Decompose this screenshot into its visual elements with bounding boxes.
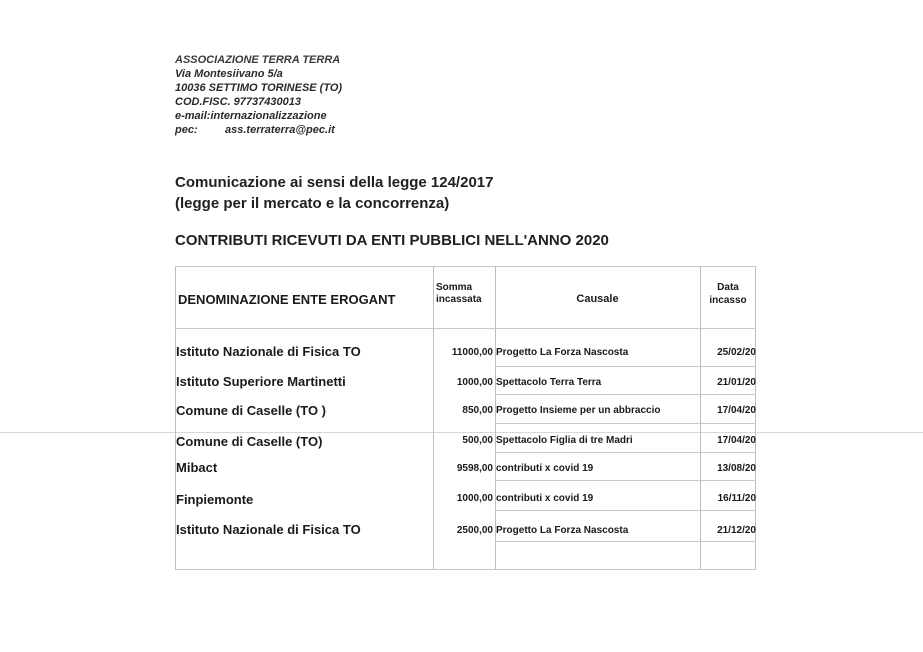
org-pec <box>175 123 342 137</box>
communication-line-2: (legge per il mercato e la concorrenza) <box>175 195 450 212</box>
header-somma-line-1: Somma <box>436 282 473 293</box>
table-row-data: 21/01/20 <box>717 377 756 388</box>
table-row-ente: Istituto Nazionale di Fisica TO <box>176 344 361 359</box>
header-data <box>700 281 756 307</box>
row-divider <box>495 423 756 424</box>
table-row-data: 21/12/20 <box>717 525 756 536</box>
table-row-data: 17/04/20 <box>717 435 756 446</box>
table-row-ente: Istituto Superiore Martinetti <box>176 374 346 389</box>
table-row-data: 16/11/20 <box>717 493 756 504</box>
row-divider <box>495 452 756 453</box>
table-row-causale: Spettacolo Terra Terra <box>496 377 602 388</box>
table-row-data: 17/04/20 <box>717 405 756 416</box>
table-row-causale: Progetto La Forza Nascosta <box>496 347 629 358</box>
section-title: CONTRIBUTI RICEVUTI DA ENTI PUBBLICI NELL'ANNO 2020 <box>175 232 609 249</box>
table-row-ente: Istituto Nazionale di Fisica TO <box>176 522 361 537</box>
org-city: 10036 SETTIMO TORINESE (TO) <box>175 82 343 94</box>
header-ente: DENOMINAZIONE ENTE EROGANT <box>178 292 396 307</box>
table-row-ente: Comune di Caselle (TO ) <box>176 403 327 418</box>
header-somma-line-2: incassata <box>436 294 482 305</box>
table-row-causale: Progetto La Forza Nascosta <box>496 525 629 536</box>
table-row-ente: Mibact <box>176 460 218 475</box>
table-border-top <box>175 266 756 267</box>
org-email: e-mail:internazionalizzazione <box>175 110 327 122</box>
table-row-somma: 1000,00 <box>456 377 493 388</box>
table-row-somma: 9598,00 <box>456 463 493 474</box>
row-divider <box>175 328 756 329</box>
communication-line-1: Comunicazione ai sensi della legge 124/2017 <box>175 174 494 191</box>
row-divider <box>495 394 756 395</box>
table-row-ente: Finpiemonte <box>176 492 254 507</box>
row-divider <box>495 541 756 542</box>
table-row-somma: 1000,00 <box>456 493 493 504</box>
header-data-line-2: incasso <box>709 295 747 306</box>
row-divider <box>495 510 756 511</box>
table-row-somma: 500,00 <box>462 435 493 446</box>
sender-header <box>175 53 342 137</box>
communication-heading <box>175 172 493 214</box>
table-row-ente: Comune di Caselle (TO) <box>176 434 323 449</box>
table-row-causale: Progetto Insieme per un abbraccio <box>496 405 661 416</box>
org-tax-code: COD.FISC. 97737430013 <box>175 96 301 108</box>
pec-label: pec: <box>175 124 198 136</box>
row-divider <box>495 480 756 481</box>
table-row-data: 13/08/20 <box>717 463 756 474</box>
header-causale: Causale <box>576 293 619 305</box>
pec-value: ass.terraterra@pec.it <box>225 124 335 136</box>
table-row-causale: contributi x covid 19 <box>496 493 594 504</box>
header-data-line-1: Data <box>717 282 739 293</box>
table-row-somma: 11000,00 <box>451 347 493 358</box>
header-somma <box>436 282 482 306</box>
contributions-table <box>175 266 756 570</box>
row-divider <box>495 366 756 367</box>
table-row-causale: contributi x covid 19 <box>496 463 594 474</box>
org-name: ASSOCIAZIONE TERRA TERRA <box>175 54 341 66</box>
table-row-data: 25/02/20 <box>717 347 756 358</box>
table-border-bottom <box>175 569 756 570</box>
table-row-causale: Spettacolo Figlia di tre Madri <box>496 435 633 446</box>
table-row-somma: 850,00 <box>462 405 493 416</box>
table-row-somma: 2500,00 <box>456 525 493 536</box>
org-address: Via Montesiivano 5/a <box>175 68 283 80</box>
